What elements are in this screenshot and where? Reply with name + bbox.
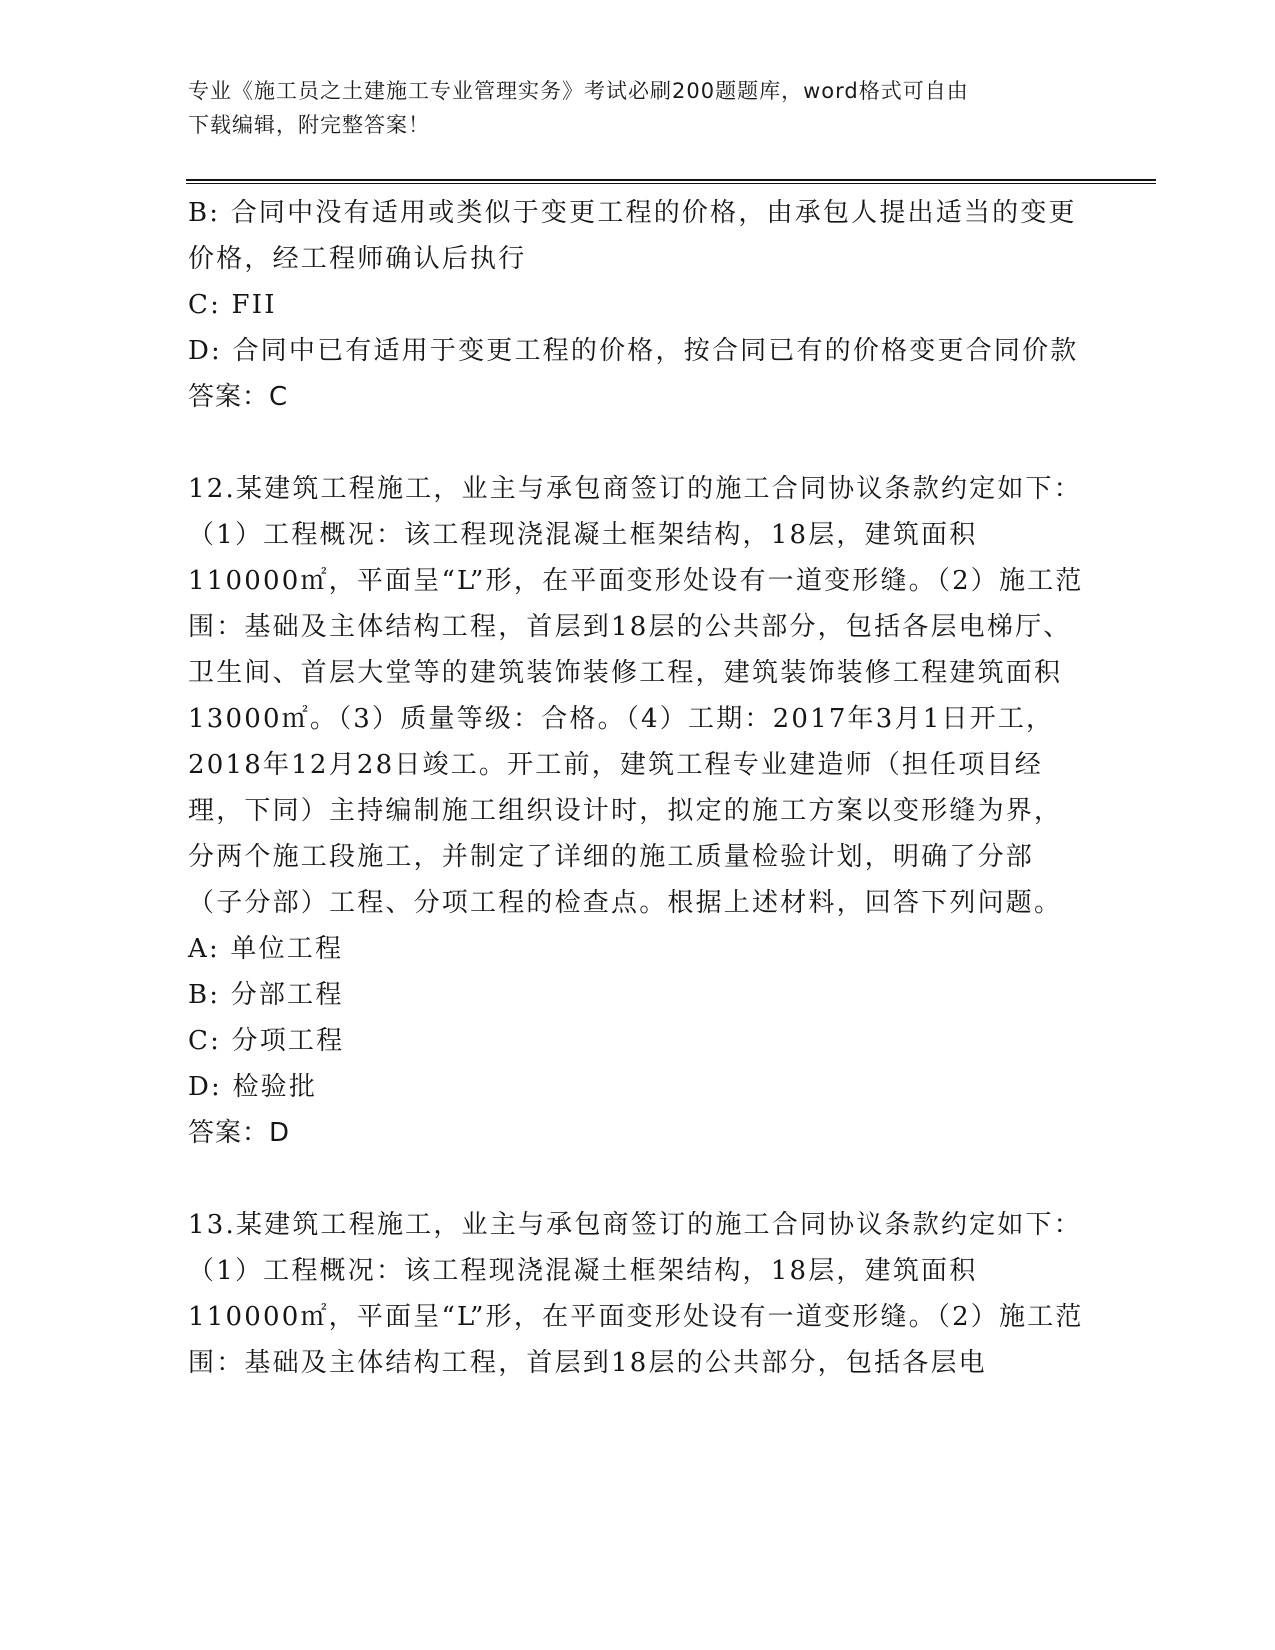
q12-option-d: D: 检验批 xyxy=(188,1072,318,1102)
document-body xyxy=(188,190,1088,1386)
q11-option-b: B: 合同中没有适用或类似于变更工程的价格，由承包人提出适当的变更价格，经工程师确认后执行 xyxy=(188,198,1077,274)
q11-option-c: C: FII xyxy=(188,290,277,320)
question-spacer xyxy=(188,1156,1088,1202)
q12-question: 12.某建筑工程施工，业主与承包商签订的施工合同协议条款约定如下：（1）工程概况：该工程现浇混凝土框架结构，18层，建筑面积110000㎡，平面呈“L”形，在平面变形处设有一道变形缝。（2）施工范围：基础及主体结构工程，首层到18层的公共部分，包括各层电梯厅、卫生间、首层大堂等的建筑装饰装修工程，建筑装饰装修工程建筑面积13000㎡。（3）质量等级：合格。（4）工期：2017年3月1日开工，2018年12月28日竣工。开工前，建筑工程专业建造师（担任项目经理，下同）主持编制施工组织设计时，拟定的施工方案以变形缝为界，分两个施工段施工，并制定了详细的施工质量检验计划，明确了分部（子分部）工程、分项工程的检查点。根据上述材料，回答下列问题。 xyxy=(188,474,1084,918)
question-spacer xyxy=(188,420,1088,466)
header-line-1: 专业《施工员之土建施工专业管理实务》考试必刷200题题库，word格式可自由 xyxy=(188,79,969,103)
q12-option-a: A: 单位工程 xyxy=(188,934,344,964)
q11-option-d: D: 合同中已有适用于变更工程的价格，按合同已有的价格变更合同价款 xyxy=(188,336,1079,366)
q12-option-b: B: 分部工程 xyxy=(188,980,344,1010)
page-header xyxy=(188,74,1078,142)
header-divider-bottom xyxy=(186,183,1156,184)
q12-option-c: C: 分项工程 xyxy=(188,1026,345,1056)
header-line-2: 下载编辑，附完整答案！ xyxy=(188,113,430,137)
q13-question: 13.某建筑工程施工，业主与承包商签订的施工合同协议条款约定如下：（1）工程概况：该工程现浇混凝土框架结构，18层，建筑面积110000㎡，平面呈“L”形，在平面变形处设有一道变形缝。（2）施工范围：基础及主体结构工程，首层到18层的公共部分，包括各层电 xyxy=(188,1210,1084,1378)
q11-answer: 答案：C xyxy=(188,382,289,412)
q12-answer: 答案：D xyxy=(188,1118,291,1148)
header-divider-top xyxy=(186,179,1156,181)
